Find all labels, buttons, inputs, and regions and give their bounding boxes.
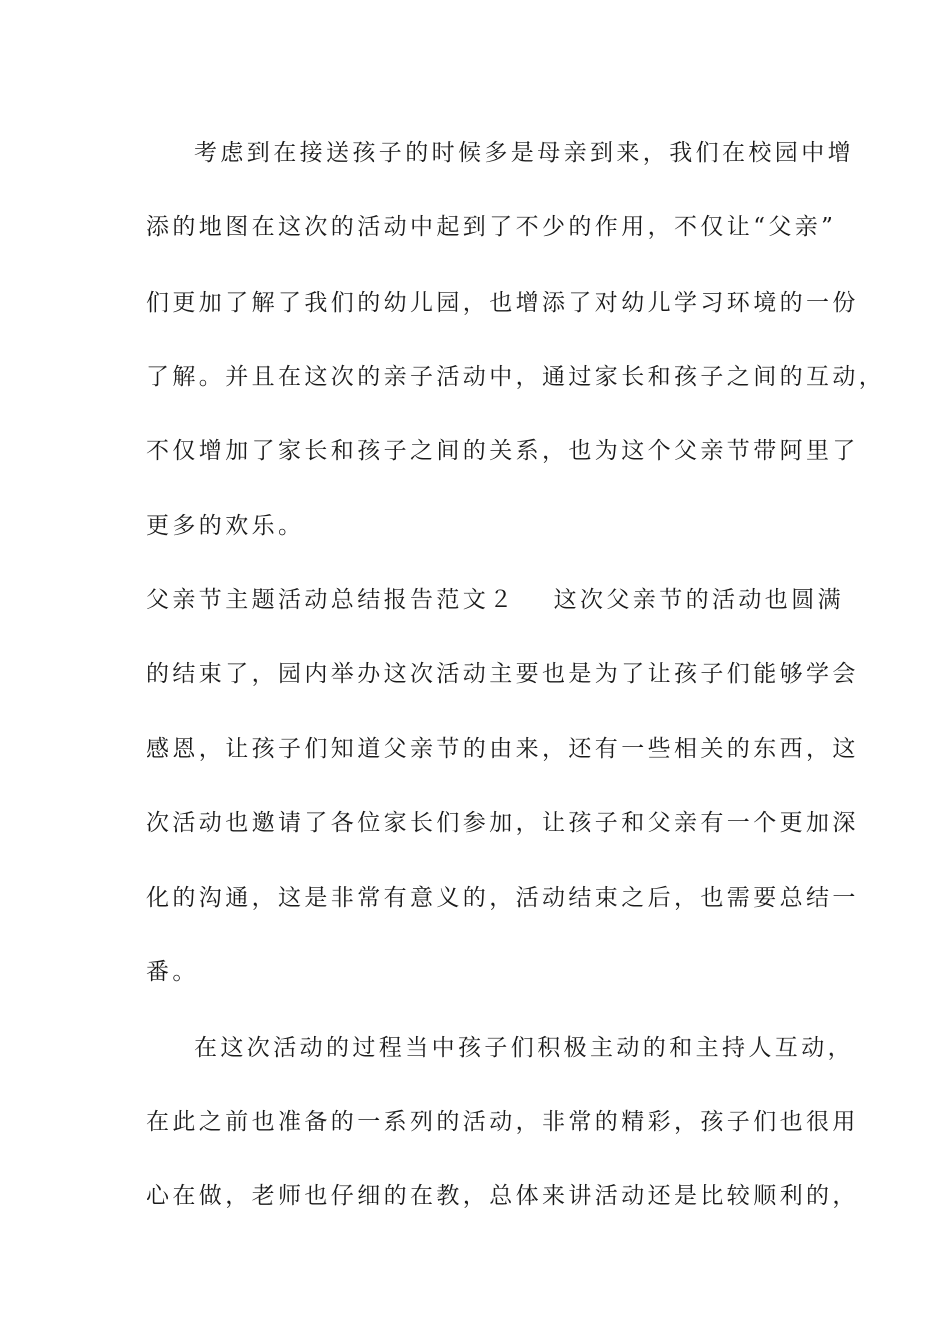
paragraph-line: 次活动也邀请了各位家长们参加，让孩子和父亲有一个更加深 (146, 810, 859, 836)
section-heading: 父亲节主题活动总结报告范文２ (146, 587, 516, 613)
paragraph-line: 们更加了解了我们的幼儿园，也增添了对幼儿学习环境的一份 (146, 290, 859, 316)
paragraph-line: 心在做，老师也仔细的在教，总体来讲活动还是比较顺利的， (146, 1183, 859, 1209)
paragraph-line: 的结束了，园内举办这次活动主要也是为了让孩子们能够学会 (146, 661, 859, 687)
paragraph-line: 在此之前也准备的一系列的活动，非常的精彩，孩子们也很用 (146, 1109, 859, 1135)
paragraph-line: 了解。并且在这次的亲子活动中，通过家长和孩子之间的互动， (146, 364, 886, 390)
paragraph-line: 考虑到在接送孩子的时候多是母亲到来，我们在校园中增 (194, 140, 854, 166)
paragraph-line: 感恩，让孩子们知道父亲节的由来，还有一些相关的东西，这 (146, 736, 859, 762)
paragraph-line: 番。 (146, 959, 199, 985)
paragraph-line: 添的地图在这次的活动中起到了不少的作用，不仅让“父亲” (146, 214, 837, 240)
paragraph-line: 在这次活动的过程当中孩子们积极主动的和主持人互动， (194, 1035, 854, 1061)
paragraph-line: 化的沟通，这是非常有意义的，活动结束之后，也需要总结一 (146, 885, 859, 911)
paragraph-text: 这次父亲节的活动也圆满 (553, 587, 845, 613)
section-heading-line (146, 585, 844, 615)
paragraph-line: 更多的欢乐。 (146, 513, 305, 539)
paragraph-line: 不仅增加了家长和孩子之间的关系，也为这个父亲节带阿里了 (146, 438, 859, 464)
